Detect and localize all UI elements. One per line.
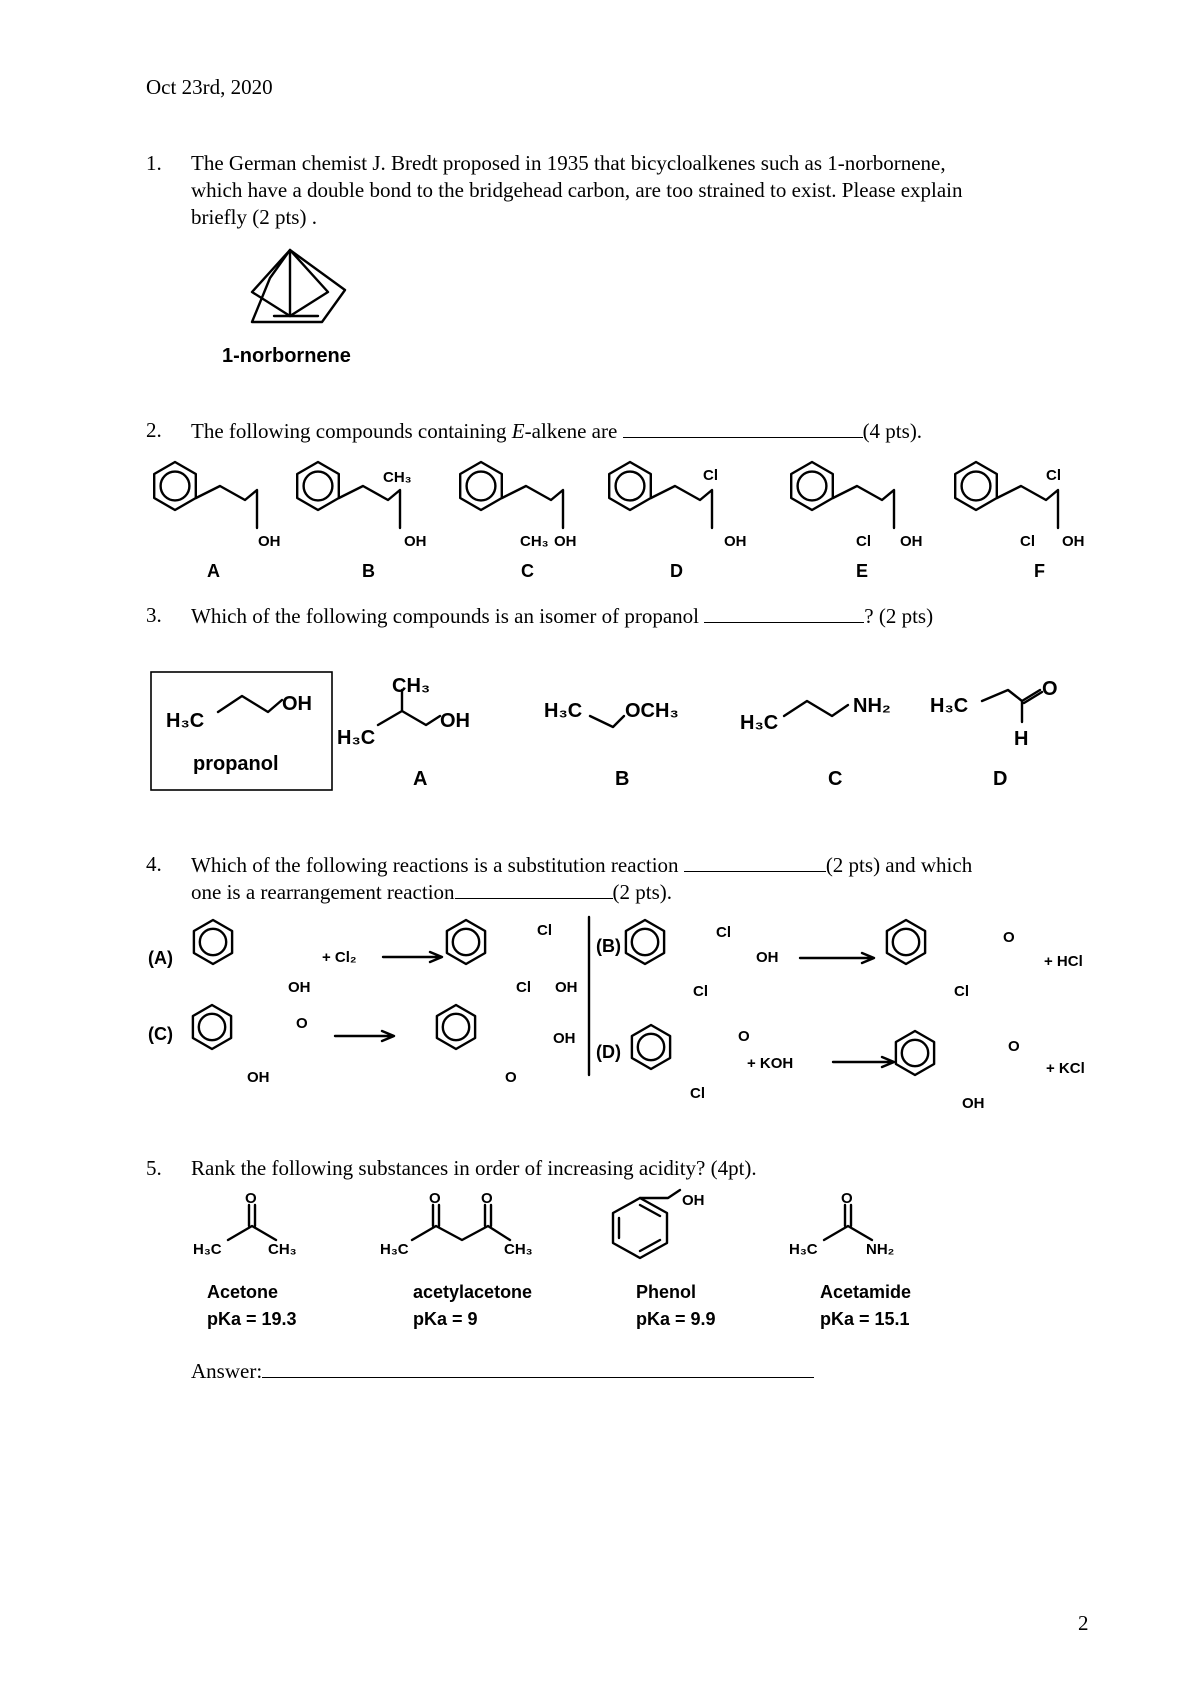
q2-f-cl: Cl: [1046, 467, 1061, 484]
q3-c-nh2: NH₂: [853, 695, 891, 717]
q5-acac-name: acetylacetone: [413, 1282, 533, 1302]
q1-line-1: The German chemist J. Bredt proposed in 1935 that bicycloalkenes such as 1-norbornene,: [191, 151, 946, 175]
q2-label-e: E: [856, 561, 869, 581]
q5-phenol-oh: OH: [682, 1192, 705, 1209]
q2-side-chain-4: [833, 486, 894, 528]
q5-amide-nh2: NH₂: [866, 1241, 895, 1258]
q4-d-p-o: O: [1008, 1038, 1020, 1055]
q4-b-p-o: O: [1003, 929, 1015, 946]
q4-benzene-ring-4: [193, 1005, 231, 1049]
q2-c-ch3: CH₃: [520, 533, 549, 550]
q4-d-byproduct: + KCl: [1046, 1060, 1085, 1077]
q4-b-p-cl: Cl: [954, 983, 969, 1000]
q5-phenol-name: Phenol: [636, 1282, 697, 1302]
q5-acac-ch3: CH₃: [504, 1241, 533, 1258]
q4-b-sm-oh: OH: [756, 949, 779, 966]
q5-acac-h3c: H₃C: [380, 1241, 409, 1258]
q2-label-a: A: [207, 561, 220, 581]
q3-label-a: A: [413, 768, 428, 790]
q3-number: 3.: [146, 603, 162, 627]
q2-e-cl: Cl: [856, 533, 871, 550]
q4-d-p-oh: OH: [962, 1095, 985, 1112]
q3-a-oh: OH: [440, 710, 470, 732]
q3-c-h3c: H₃C: [740, 712, 779, 734]
q4-benzene-ring-1: [447, 920, 485, 964]
q2-benzene-ring-1: [297, 462, 339, 510]
q2-f-oh: OH: [1062, 533, 1085, 550]
q5-acetone-ch3: CH₃: [268, 1241, 297, 1258]
q2-e-oh: OH: [900, 533, 923, 550]
q3-d-o: O: [1042, 678, 1058, 700]
q4-a-sm-oh: OH: [288, 979, 311, 996]
q2-benzene-ring-4: [791, 462, 833, 510]
q2-c-oh: OH: [554, 533, 577, 550]
q2-a-oh: OH: [258, 533, 281, 550]
q5-acetone-h3c: H₃C: [193, 1241, 222, 1258]
q5-amide-h3c: H₃C: [789, 1241, 818, 1258]
q4-label-c: (C): [148, 1024, 173, 1044]
propanol-label: propanol: [193, 753, 279, 775]
q1-line-2: which have a double bond to the bridgehead carbon, are too strained to exist. Please explain: [191, 178, 963, 202]
q2-benzene-ring-0: [154, 462, 196, 510]
q4-benzene-ring-6: [632, 1025, 670, 1069]
q5-answer-line: Answer:: [191, 1357, 814, 1385]
q2-question: The following compounds containing E-alkene are (4 pts).: [191, 419, 923, 443]
q2-label-f: F: [1034, 561, 1045, 581]
q2-b-oh: OH: [404, 533, 427, 550]
q4-number: 4.: [146, 852, 162, 876]
q2-benzene-ring-2: [460, 462, 502, 510]
q1-number: 1.: [146, 151, 162, 175]
q4-line-1: Which of the following reactions is a substitution reaction (2 pts) and which: [191, 853, 973, 877]
q5-amide-pka: pKa = 15.1: [820, 1309, 910, 1329]
propanol-oh: OH: [282, 693, 312, 715]
q4-benzene-ring-5: [437, 1005, 475, 1049]
q5-number: 5.: [146, 1156, 162, 1180]
q3-b-h3c: H₃C: [544, 700, 583, 722]
q3-a-h3c: H₃C: [337, 727, 376, 749]
q3-label-d: D: [993, 768, 1008, 790]
q2-compounds: [154, 462, 1058, 528]
q5-phenol-pka: pKa = 9.9: [636, 1309, 716, 1329]
q4-d-sm-o: O: [738, 1028, 750, 1045]
norbornene-structure: [222, 250, 351, 367]
q5-question: Rank the following substances in order of increasing acidity? (4pt).: [191, 1156, 757, 1180]
q5-amide-name: Acetamide: [820, 1282, 912, 1302]
q4-c-sm-o: O: [296, 1015, 308, 1032]
q4-label-b: (B): [596, 936, 621, 956]
q4-a-reagent: + Cl₂: [322, 949, 357, 966]
q4-b-byproduct: + HCl: [1044, 953, 1083, 970]
q2-label-d: D: [670, 561, 683, 581]
q4-c-sm-oh: OH: [247, 1069, 270, 1086]
q4-benzene-ring-3: [887, 920, 925, 964]
q3-d-h: H: [1014, 728, 1029, 750]
q3-b-och3: OCH₃: [625, 700, 679, 722]
q2-f-cl2: Cl: [1020, 533, 1035, 550]
q1-line-3: briefly (2 pts) .: [191, 205, 317, 229]
q3-a-ch3: CH₃: [392, 675, 431, 697]
q4-b-sm-cl2: Cl: [693, 983, 708, 1000]
q4-d-sm-cl: Cl: [690, 1085, 705, 1102]
q2-label-b: B: [362, 561, 375, 581]
q3-label-b: B: [615, 768, 630, 790]
q4-a-p-cl2: Cl: [516, 979, 531, 996]
q4-c-p-oh: OH: [553, 1030, 576, 1047]
q4-benzene-ring-0: [194, 920, 232, 964]
q4-a-p-oh: OH: [555, 979, 578, 996]
q4-c-p-o: O: [505, 1069, 517, 1086]
q4-line-2: one is a rearrangement reaction (2 pts).: [191, 880, 673, 904]
date-header: Oct 23rd, 2020: [146, 75, 273, 99]
q5-acetone-pka: pKa = 19.3: [207, 1309, 297, 1329]
q5-amide-o: O: [841, 1190, 853, 1207]
q3-question: Which of the following compounds is an isomer of propanol ? (2 pts): [191, 604, 934, 628]
q2-d-cl: Cl: [703, 467, 718, 484]
q2-side-chain-1: [339, 486, 400, 528]
q2-side-chain-2: [502, 486, 563, 528]
q2-side-chain-3: [651, 486, 712, 528]
q4-b-sm-cl1: Cl: [716, 924, 731, 941]
q5-acac-pka: pKa = 9: [413, 1309, 478, 1329]
q4-benzene-ring-2: [626, 920, 664, 964]
q5-acac-o1: O: [429, 1190, 441, 1207]
q4-label-d: (D): [596, 1042, 621, 1062]
propanol-h3c: H₃C: [166, 710, 205, 732]
q5-acetone-o: O: [245, 1190, 257, 1207]
q4-a-p-cl1: Cl: [537, 922, 552, 939]
q5-acac-o2: O: [481, 1190, 493, 1207]
q2-side-chain-5: [997, 486, 1058, 528]
page-number: 2: [1078, 1611, 1089, 1635]
q2-number: 2.: [146, 418, 162, 442]
q3-d-h3c: H₃C: [930, 695, 969, 717]
q3-compounds: [151, 672, 1042, 790]
q5-acetone-name: Acetone: [207, 1282, 279, 1302]
q4-reactions: [193, 917, 934, 1075]
q2-label-c: C: [521, 561, 534, 581]
q2-side-chain-0: [196, 486, 257, 528]
q4-label-a: (A): [148, 948, 173, 968]
q5-compounds: [228, 1190, 872, 1258]
q2-d-oh: OH: [724, 533, 747, 550]
norbornene-label: 1-norbornene: [222, 345, 351, 367]
q4-benzene-ring-7: [896, 1031, 934, 1075]
q3-label-c: C: [828, 768, 843, 790]
q2-benzene-ring-3: [609, 462, 651, 510]
q4-d-reagent: + KOH: [747, 1055, 794, 1072]
q2-b-ch3: CH₃: [383, 469, 412, 486]
q2-benzene-ring-5: [955, 462, 997, 510]
